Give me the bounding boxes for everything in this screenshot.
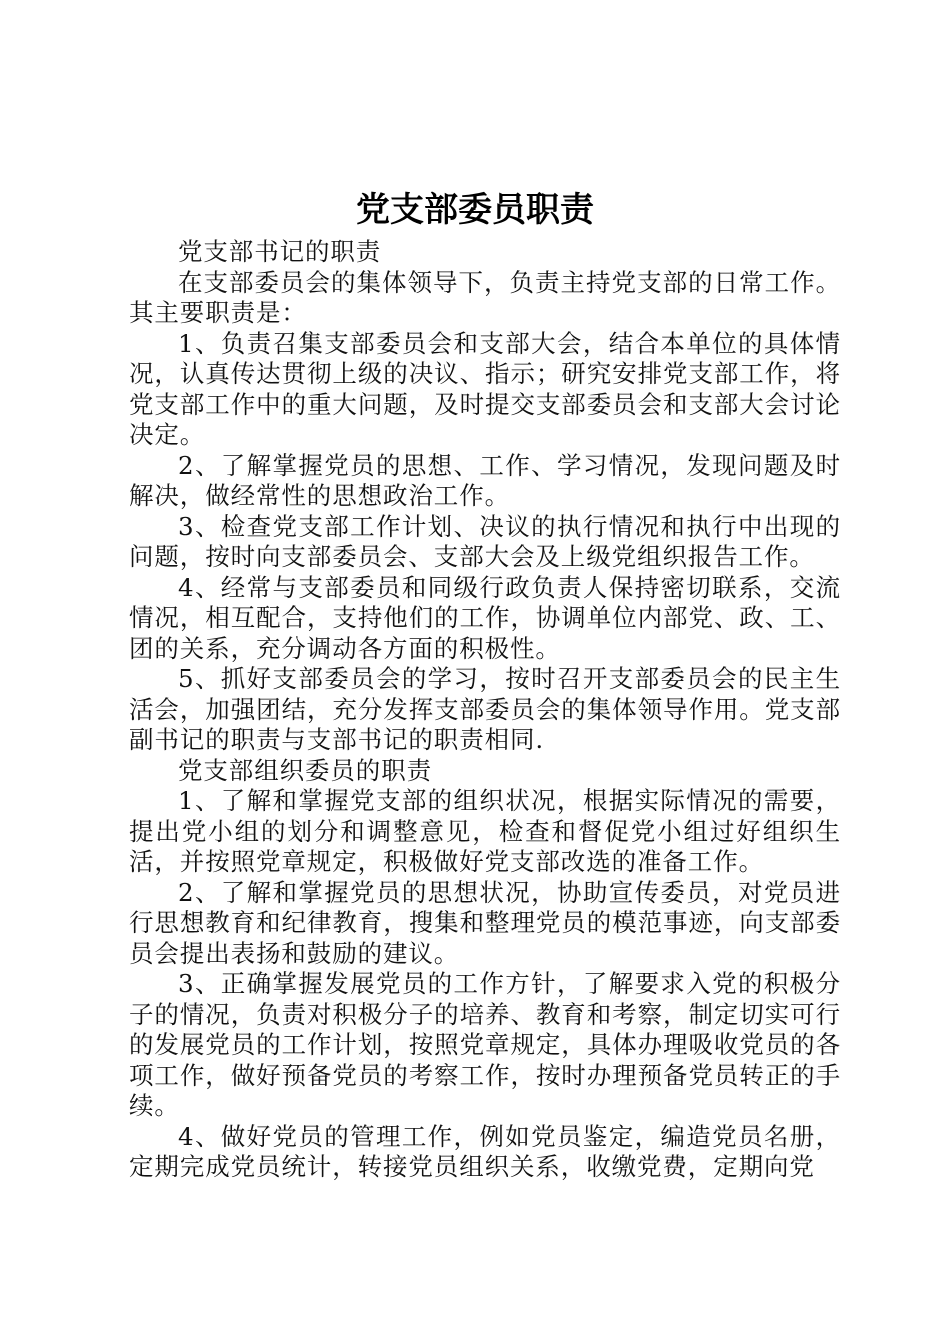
paragraph: 4、经常与支部委员和同级行政负责人保持密切联系，交流情况，相互配合，支持他们的工作，协调单位内部党、政、工、团的关系，充分调动各方面的积极性。 [129, 572, 841, 663]
document-body [129, 237, 841, 1183]
paragraph: 3、检查党支部工作计划、决议的执行情况和执行中出现的问题，按时向支部委员会、支部大会及上级党组织报告工作。 [129, 511, 841, 571]
paragraph: 2、了解和掌握党员的思想状况，协助宣传委员，对党员进行思想教育和纪律教育，搜集和整理党员的模范事迹，向支部委员会提出表扬和鼓励的建议。 [129, 877, 841, 968]
paragraph: 在支部委员会的集体领导下，负责主持党支部的日常工作。其主要职责是： [129, 267, 841, 327]
paragraph: 1、了解和掌握党支部的组织状况，根据实际情况的需要，提出党小组的划分和调整意见，检查和督促党小组过好组织生活，并按照党章规定，积极做好党支部改选的准备工作。 [129, 786, 841, 876]
paragraph: 4、做好党员的管理工作，例如党员鉴定，编造党员名册，定期完成党员统计，转接党员组织关系，收缴党费，定期向党 [129, 1121, 841, 1181]
paragraph: 3、正确掌握发展党员的工作方针，了解要求入党的积极分子的情况，负责对积极分子的培养、教育和考察，制定切实可行的发展党员的工作计划，按照党章规定，具体办理吸收党员的各项工作，做好预备党员的考察工作，按时办理预备党员转正的手续。 [129, 969, 841, 1120]
paragraph: 1、负责召集支部委员会和支部大会，结合本单位的具体情况，认真传达贯彻上级的决议、指示；研究安排党支部工作，将党支部工作中的重大问题，及时提交支部委员会和支部大会讨论决定。 [129, 328, 841, 449]
paragraph: 5、抓好支部委员会的学习，按时召开支部委员会的民主生活会，加强团结，充分发挥支部委员会的集体领导作用。党支部副书记的职责与支部书记的职责相同. [129, 664, 841, 754]
document-title: 党支部委员职责 [356, 190, 594, 230]
section-heading-organization: 党支部组织委员的职责 [178, 755, 432, 785]
paragraph: 2、了解掌握党员的思想、工作、学习情况，发现问题及时解决，做经常性的思想政治工作。 [129, 450, 841, 510]
section-heading-secretary: 党支部书记的职责 [178, 237, 382, 266]
